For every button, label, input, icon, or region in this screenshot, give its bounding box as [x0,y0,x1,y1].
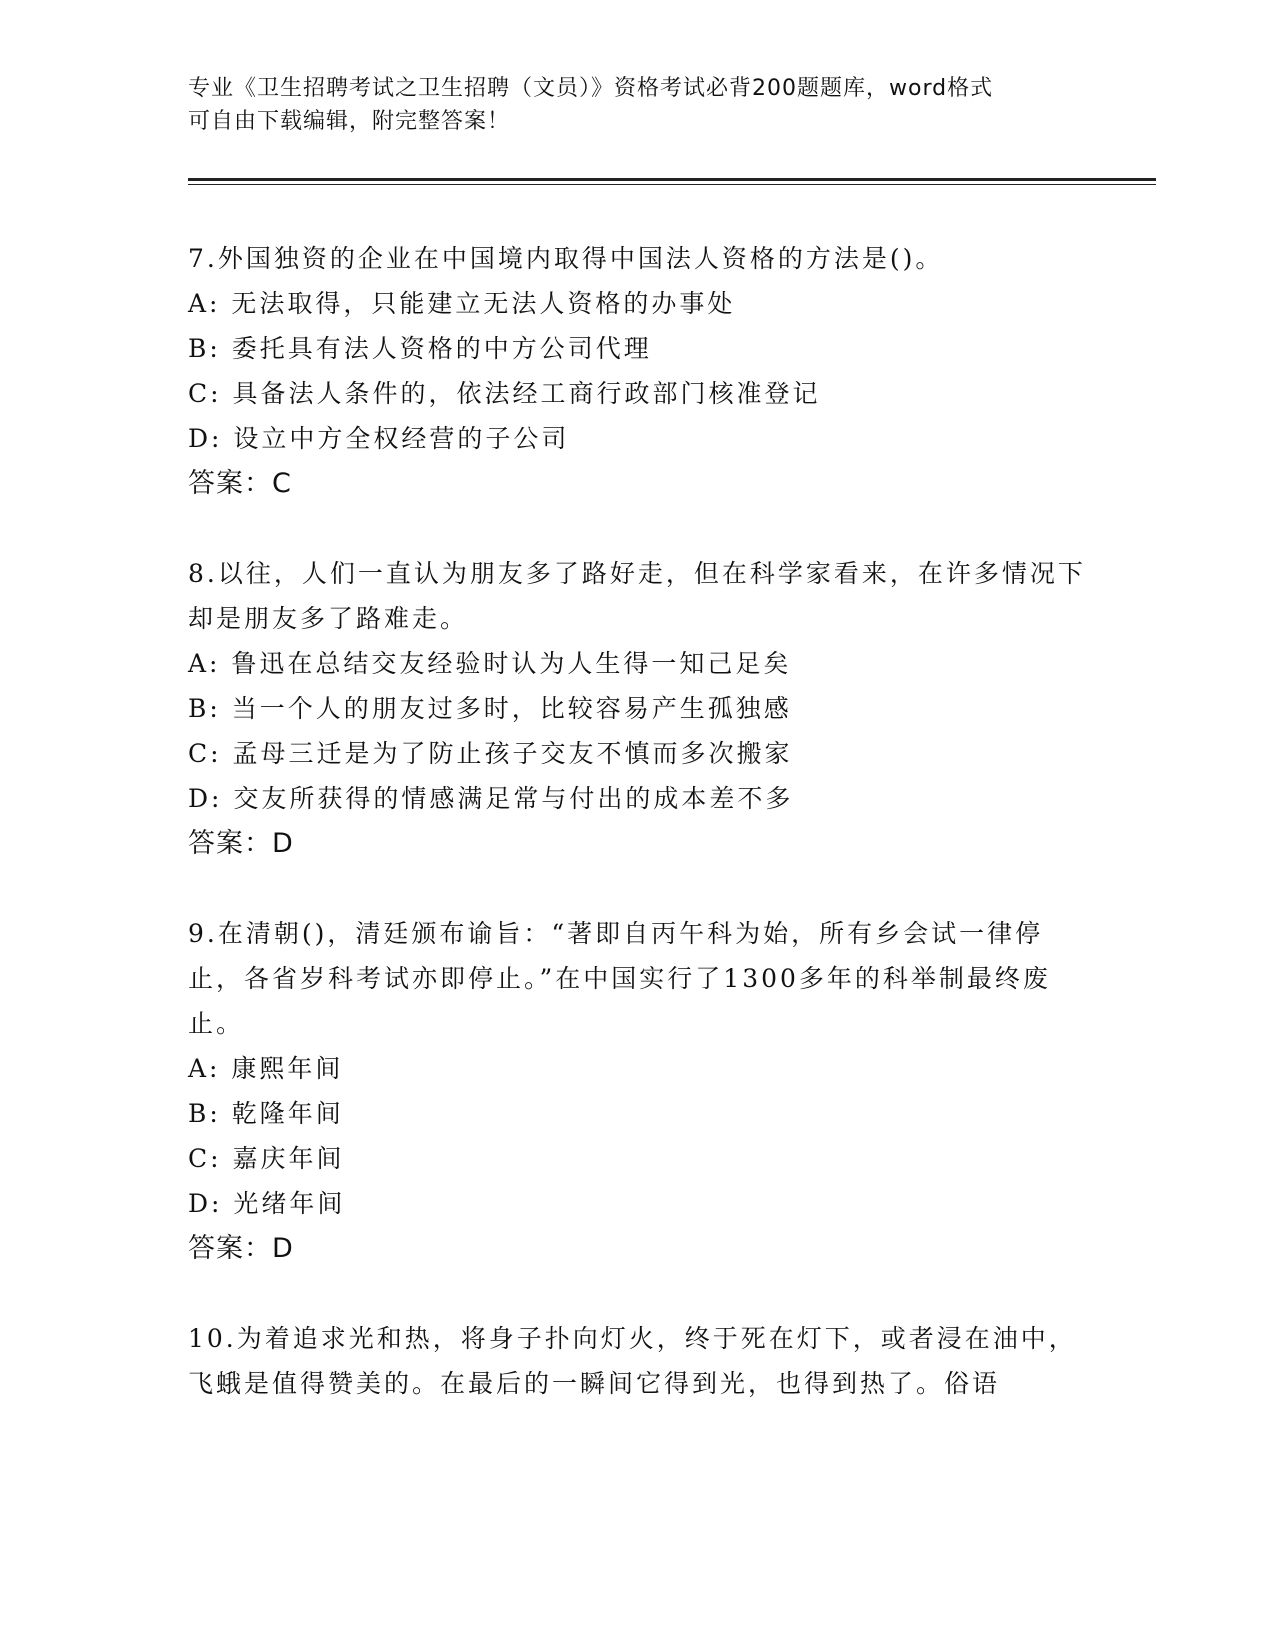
option-d: D: 光绪年间 [188,1189,346,1218]
question-list [188,236,1088,1451]
option-a: A: 无法取得，只能建立无法人资格的办事处 [188,289,736,318]
answer-label: 答案：D [188,1233,294,1264]
header-divider-thin [188,184,1156,185]
question-8 [188,551,1088,866]
header-title-line-1: 专业《卫生招聘考试之卫生招聘（文员）》资格考试必背200题题库，word格式 [188,76,994,101]
question-stem: 9.在清朝()，清廷颁布谕旨：“著即自丙午科为始，所有乡会试一律停止，各省岁科考试亦即停止。”在中国实行了1300多年的科举制最终废止。 [188,919,1051,1038]
document-header [188,72,1088,138]
question-stem: 7.外国独资的企业在中国境内取得中国法人资格的方法是()。 [188,244,944,273]
question-stem: 8.以往，人们一直认为朋友多了路好走，但在科学家看来，在许多情况下却是朋友多了路难走。 [188,559,1086,633]
option-b: B: 委托具有法人资格的中方公司代理 [188,334,652,363]
option-b: B: 乾隆年间 [188,1099,344,1128]
question-7 [188,236,1088,506]
option-c: C: 孟母三迁是为了防止孩子交友不慎而多次搬家 [188,739,793,768]
answer-label: 答案：C [188,468,292,499]
header-divider-thick [188,178,1156,181]
option-c: C: 具备法人条件的，依法经工商行政部门核准登记 [188,379,821,408]
option-b: B: 当一个人的朋友过多时，比较容易产生孤独感 [188,694,792,723]
option-d: D: 交友所获得的情感满足常与付出的成本差不多 [188,784,794,813]
question-10 [188,1316,1088,1406]
header-title-line-2: 可自由下载编辑，附完整答案！ [188,109,511,134]
option-c: C: 嘉庆年间 [188,1144,345,1173]
question-stem: 10.为着追求光和热，将身子扑向灯火，终于死在灯下，或者浸在油中，飞蛾是值得赞美的。在最后的一瞬间它得到光，也得到热了。俗语 [188,1324,1077,1398]
option-a: A: 康熙年间 [188,1054,344,1083]
answer-label: 答案：D [188,828,294,859]
option-d: D: 设立中方全权经营的子公司 [188,424,570,453]
option-a: A: 鲁迅在总结交友经验时认为人生得一知己足矣 [188,649,792,678]
question-9 [188,911,1088,1271]
